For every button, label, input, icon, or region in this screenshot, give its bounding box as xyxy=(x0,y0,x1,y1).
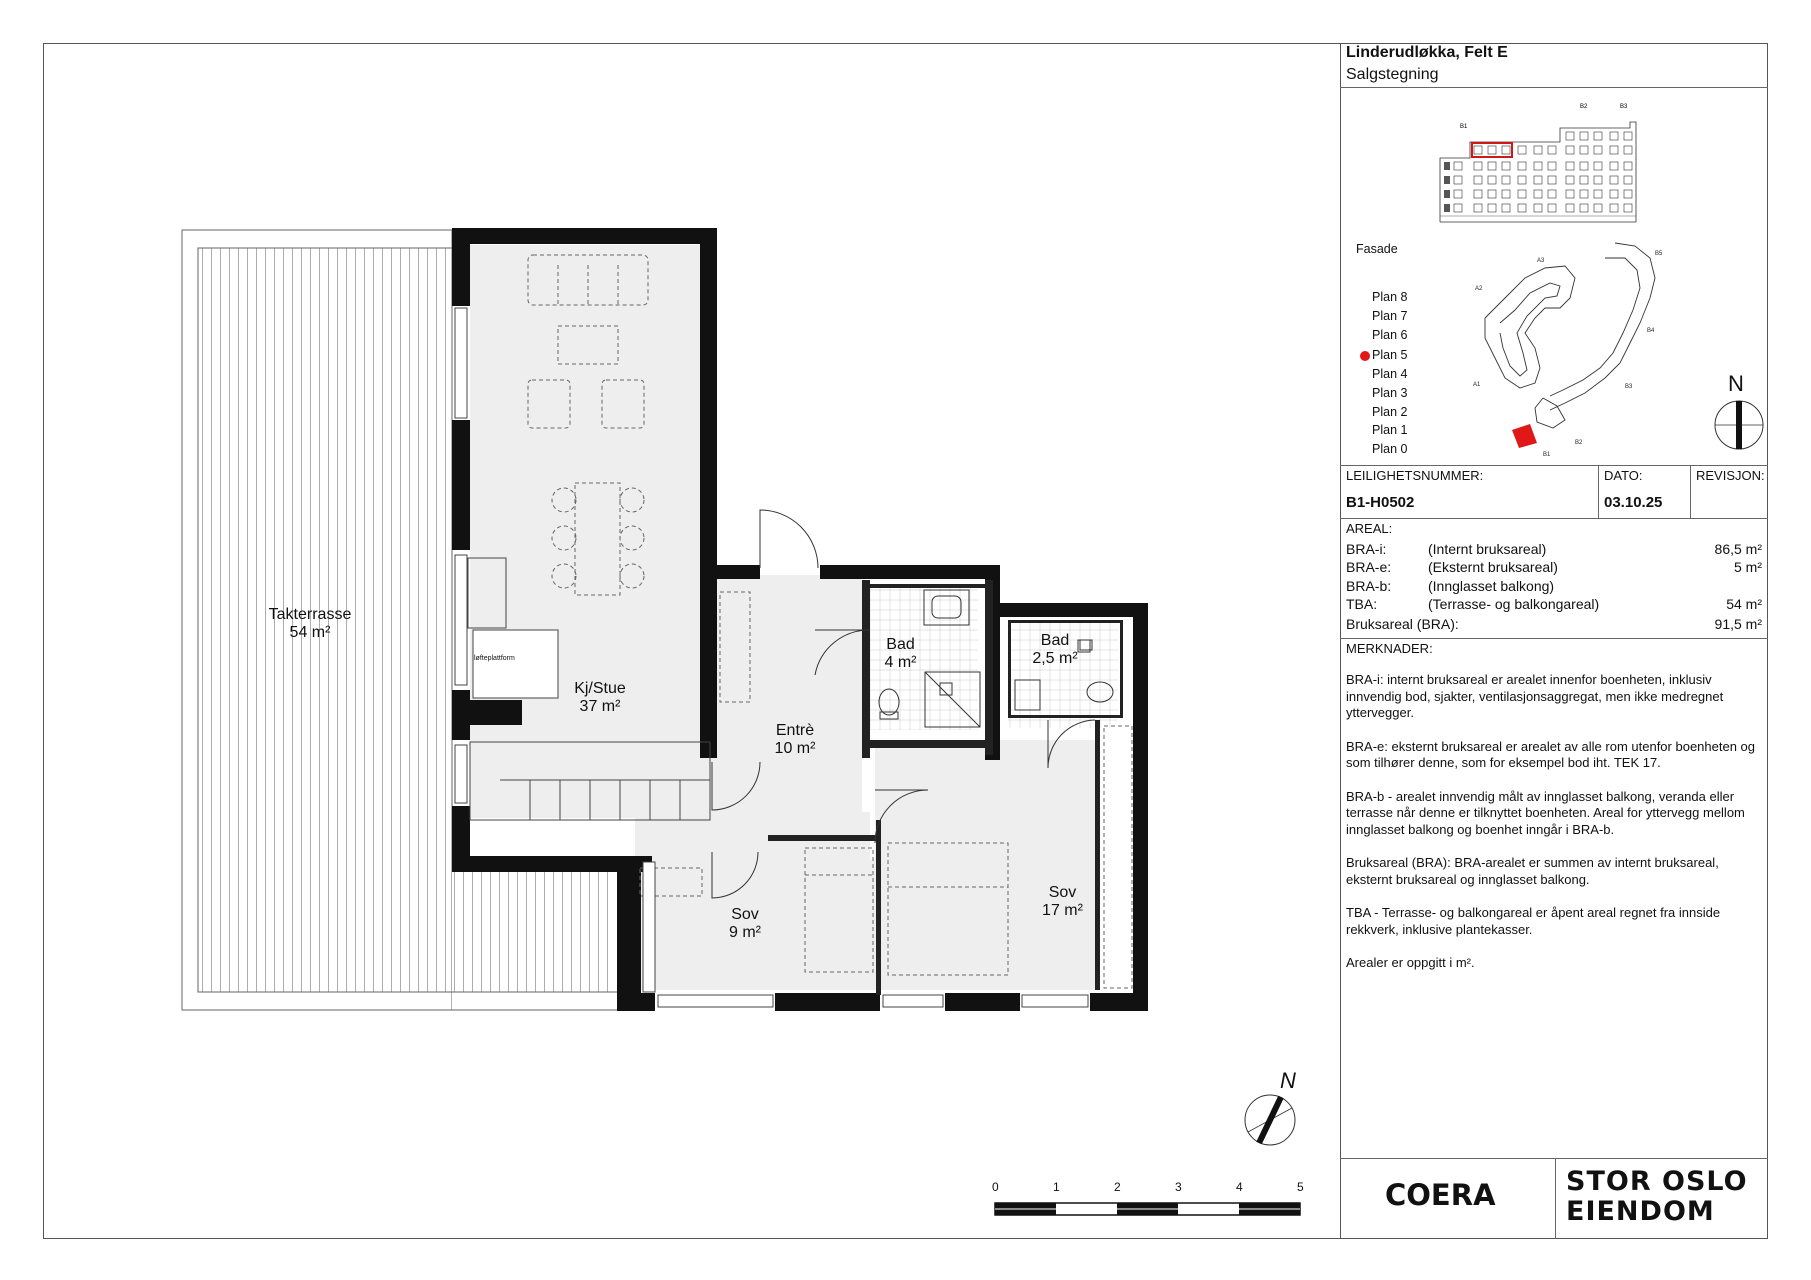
area-value: 5 m² xyxy=(1734,559,1762,575)
level-item[interactable]: Plan 8 xyxy=(1372,290,1408,304)
storoslo-logo xyxy=(1566,1167,1748,1227)
project-subtitle: Salgstegning xyxy=(1346,66,1439,83)
area-heading: AREAL: xyxy=(1346,521,1393,536)
room-label-bath-small xyxy=(1020,632,1090,668)
facade-tag: B2 xyxy=(1580,104,1588,110)
room-area: 10 m² xyxy=(774,740,816,757)
site-tag: A3 xyxy=(1537,258,1545,264)
site-tag: B5 xyxy=(1655,251,1663,257)
note-paragraph: Arealer er oppgitt i m². xyxy=(1346,955,1475,970)
project-title: Linderudløkka, Felt E xyxy=(1346,44,1508,61)
keyplan-north-label: N xyxy=(1728,371,1744,396)
divider xyxy=(1340,87,1768,88)
area-description: (Innglasset balkong) xyxy=(1428,578,1555,594)
site-tag: B3 xyxy=(1625,384,1633,390)
apartment-number: B1-H0502 xyxy=(1346,494,1415,511)
divider xyxy=(1340,638,1768,639)
level-item[interactable]: Plan 2 xyxy=(1372,405,1408,419)
area-description: (Internt bruksareal) xyxy=(1428,541,1547,557)
apartment-number-label: LEILIGHETSNUMMER: xyxy=(1346,468,1484,483)
area-value: 54 m² xyxy=(1726,596,1762,612)
room-label-bath xyxy=(868,636,933,672)
area-code: BRA-b: xyxy=(1346,578,1392,594)
area-description: (Eksternt bruksareal) xyxy=(1428,559,1558,575)
site-tag: B4 xyxy=(1647,328,1655,334)
notes-body xyxy=(1346,672,1761,989)
facade-tag: B1 xyxy=(1460,124,1468,130)
divider xyxy=(1690,465,1691,518)
note-paragraph: BRA-e: eksternt bruksareal er arealet av alle rom utenfor boenheten og som tilhører denne, som for eksempel bod iht. TEK 17. xyxy=(1346,738,1756,770)
storoslo-logo-line1: STOR OSLO xyxy=(1566,1166,1748,1197)
date-label: DATO: xyxy=(1604,468,1643,483)
site-keyplan xyxy=(1465,238,1690,463)
area-row xyxy=(1346,616,1762,634)
note-paragraph: BRA-b - arealet innvendig målt av innglasset balkong, veranda eller terrasse når denne er tilknyttet boenheten. Areal for yttervegg mellom innglasset balkong og boenhet inngår i BRA-b. xyxy=(1346,788,1745,837)
divider xyxy=(1598,465,1599,518)
plan-north-label: N xyxy=(1280,1068,1296,1093)
facade-keyplan xyxy=(1430,98,1660,226)
room-name: Kj/Stue xyxy=(574,680,626,697)
note-paragraph: TBA - Terrasse- og balkongareal er åpent areal regnet fra innside rekkverk, inklusive plantekasser. xyxy=(1346,905,1721,937)
notes-heading: MERKNADER: xyxy=(1346,641,1433,656)
site-tag: B2 xyxy=(1575,440,1583,446)
scale-tick: 4 xyxy=(1236,1180,1243,1194)
area-code: Bruksareal (BRA): xyxy=(1346,616,1459,632)
divider xyxy=(1555,1158,1556,1239)
area-code: BRA-i: xyxy=(1346,541,1387,557)
level-item[interactable]: Plan 7 xyxy=(1372,309,1408,323)
site-tag: A1 xyxy=(1473,382,1481,388)
room-name: Bad xyxy=(1040,632,1070,649)
level-item[interactable]: Plan 0 xyxy=(1372,442,1408,456)
storoslo-logo-line2: EIENDOM xyxy=(1566,1196,1715,1227)
room-name: Entrè xyxy=(775,722,815,739)
lift-platform-label: løfteplattform xyxy=(474,655,515,662)
divider xyxy=(1340,1158,1768,1159)
room-area: 17 m² xyxy=(1042,902,1083,919)
level-item[interactable]: Plan 3 xyxy=(1372,386,1408,400)
north-arrow-icon xyxy=(1712,398,1766,452)
divider xyxy=(1340,518,1768,519)
coera-logo: COERA xyxy=(1385,1178,1496,1212)
note-paragraph: Bruksareal (BRA): BRA-arealet er summen av internt bruksareal, eksternt bruksareal og innglasset balkong. xyxy=(1346,855,1719,887)
area-row xyxy=(1346,578,1762,596)
facade-tag: B3 xyxy=(1620,104,1628,110)
area-row xyxy=(1346,596,1762,614)
area-description: (Terrasse- og balkongareal) xyxy=(1428,596,1600,612)
level-item[interactable]: Plan 6 xyxy=(1372,328,1408,342)
area-row xyxy=(1346,541,1762,559)
site-tag: B1 xyxy=(1543,452,1551,458)
room-name: Sov xyxy=(731,906,759,923)
room-area: 54 m² xyxy=(289,624,331,641)
room-area: 9 m² xyxy=(729,924,761,941)
scale-tick: 5 xyxy=(1297,1180,1304,1194)
facade-label: Fasade xyxy=(1356,242,1398,256)
room-area: 4 m² xyxy=(884,654,917,671)
divider xyxy=(1340,465,1768,466)
site-tag: A2 xyxy=(1475,286,1483,292)
area-row xyxy=(1346,559,1762,577)
area-value: 91,5 m² xyxy=(1714,616,1762,632)
note-paragraph: BRA-i: internt bruksareal er arealet innenfor boenheten, inklusiv innvendig bod, sjakter, ventilasjonsaggregat, men ikke medregnet yttervegger. xyxy=(1346,672,1724,720)
scale-tick: 2 xyxy=(1114,1180,1121,1194)
room-label-bedroom-small xyxy=(710,906,780,942)
level-item[interactable]: Plan 1 xyxy=(1372,423,1408,437)
room-area: 37 m² xyxy=(579,698,621,715)
room-name: Takterrasse xyxy=(268,606,352,623)
area-code: BRA-e: xyxy=(1346,559,1392,575)
scale-tick: 1 xyxy=(1053,1180,1060,1194)
room-label-entrance xyxy=(750,722,840,758)
area-value: 86,5 m² xyxy=(1714,541,1762,557)
room-label-bedroom-large xyxy=(1025,884,1100,920)
room-label-living xyxy=(550,680,650,716)
level-item[interactable]: Plan 4 xyxy=(1372,367,1408,381)
room-label-terrace xyxy=(255,606,365,642)
revision-label: REVISJON: xyxy=(1696,468,1765,483)
room-area: 2,5 m² xyxy=(1032,650,1078,667)
current-level-marker-icon xyxy=(1360,351,1370,361)
level-item-current[interactable]: Plan 5 xyxy=(1372,348,1408,362)
area-code: TBA: xyxy=(1346,596,1378,612)
room-name: Bad xyxy=(886,636,915,653)
date-value: 03.10.25 xyxy=(1604,494,1663,511)
scale-tick: 0 xyxy=(992,1180,999,1194)
scale-tick: 3 xyxy=(1175,1180,1182,1194)
room-name: Sov xyxy=(1048,884,1077,901)
